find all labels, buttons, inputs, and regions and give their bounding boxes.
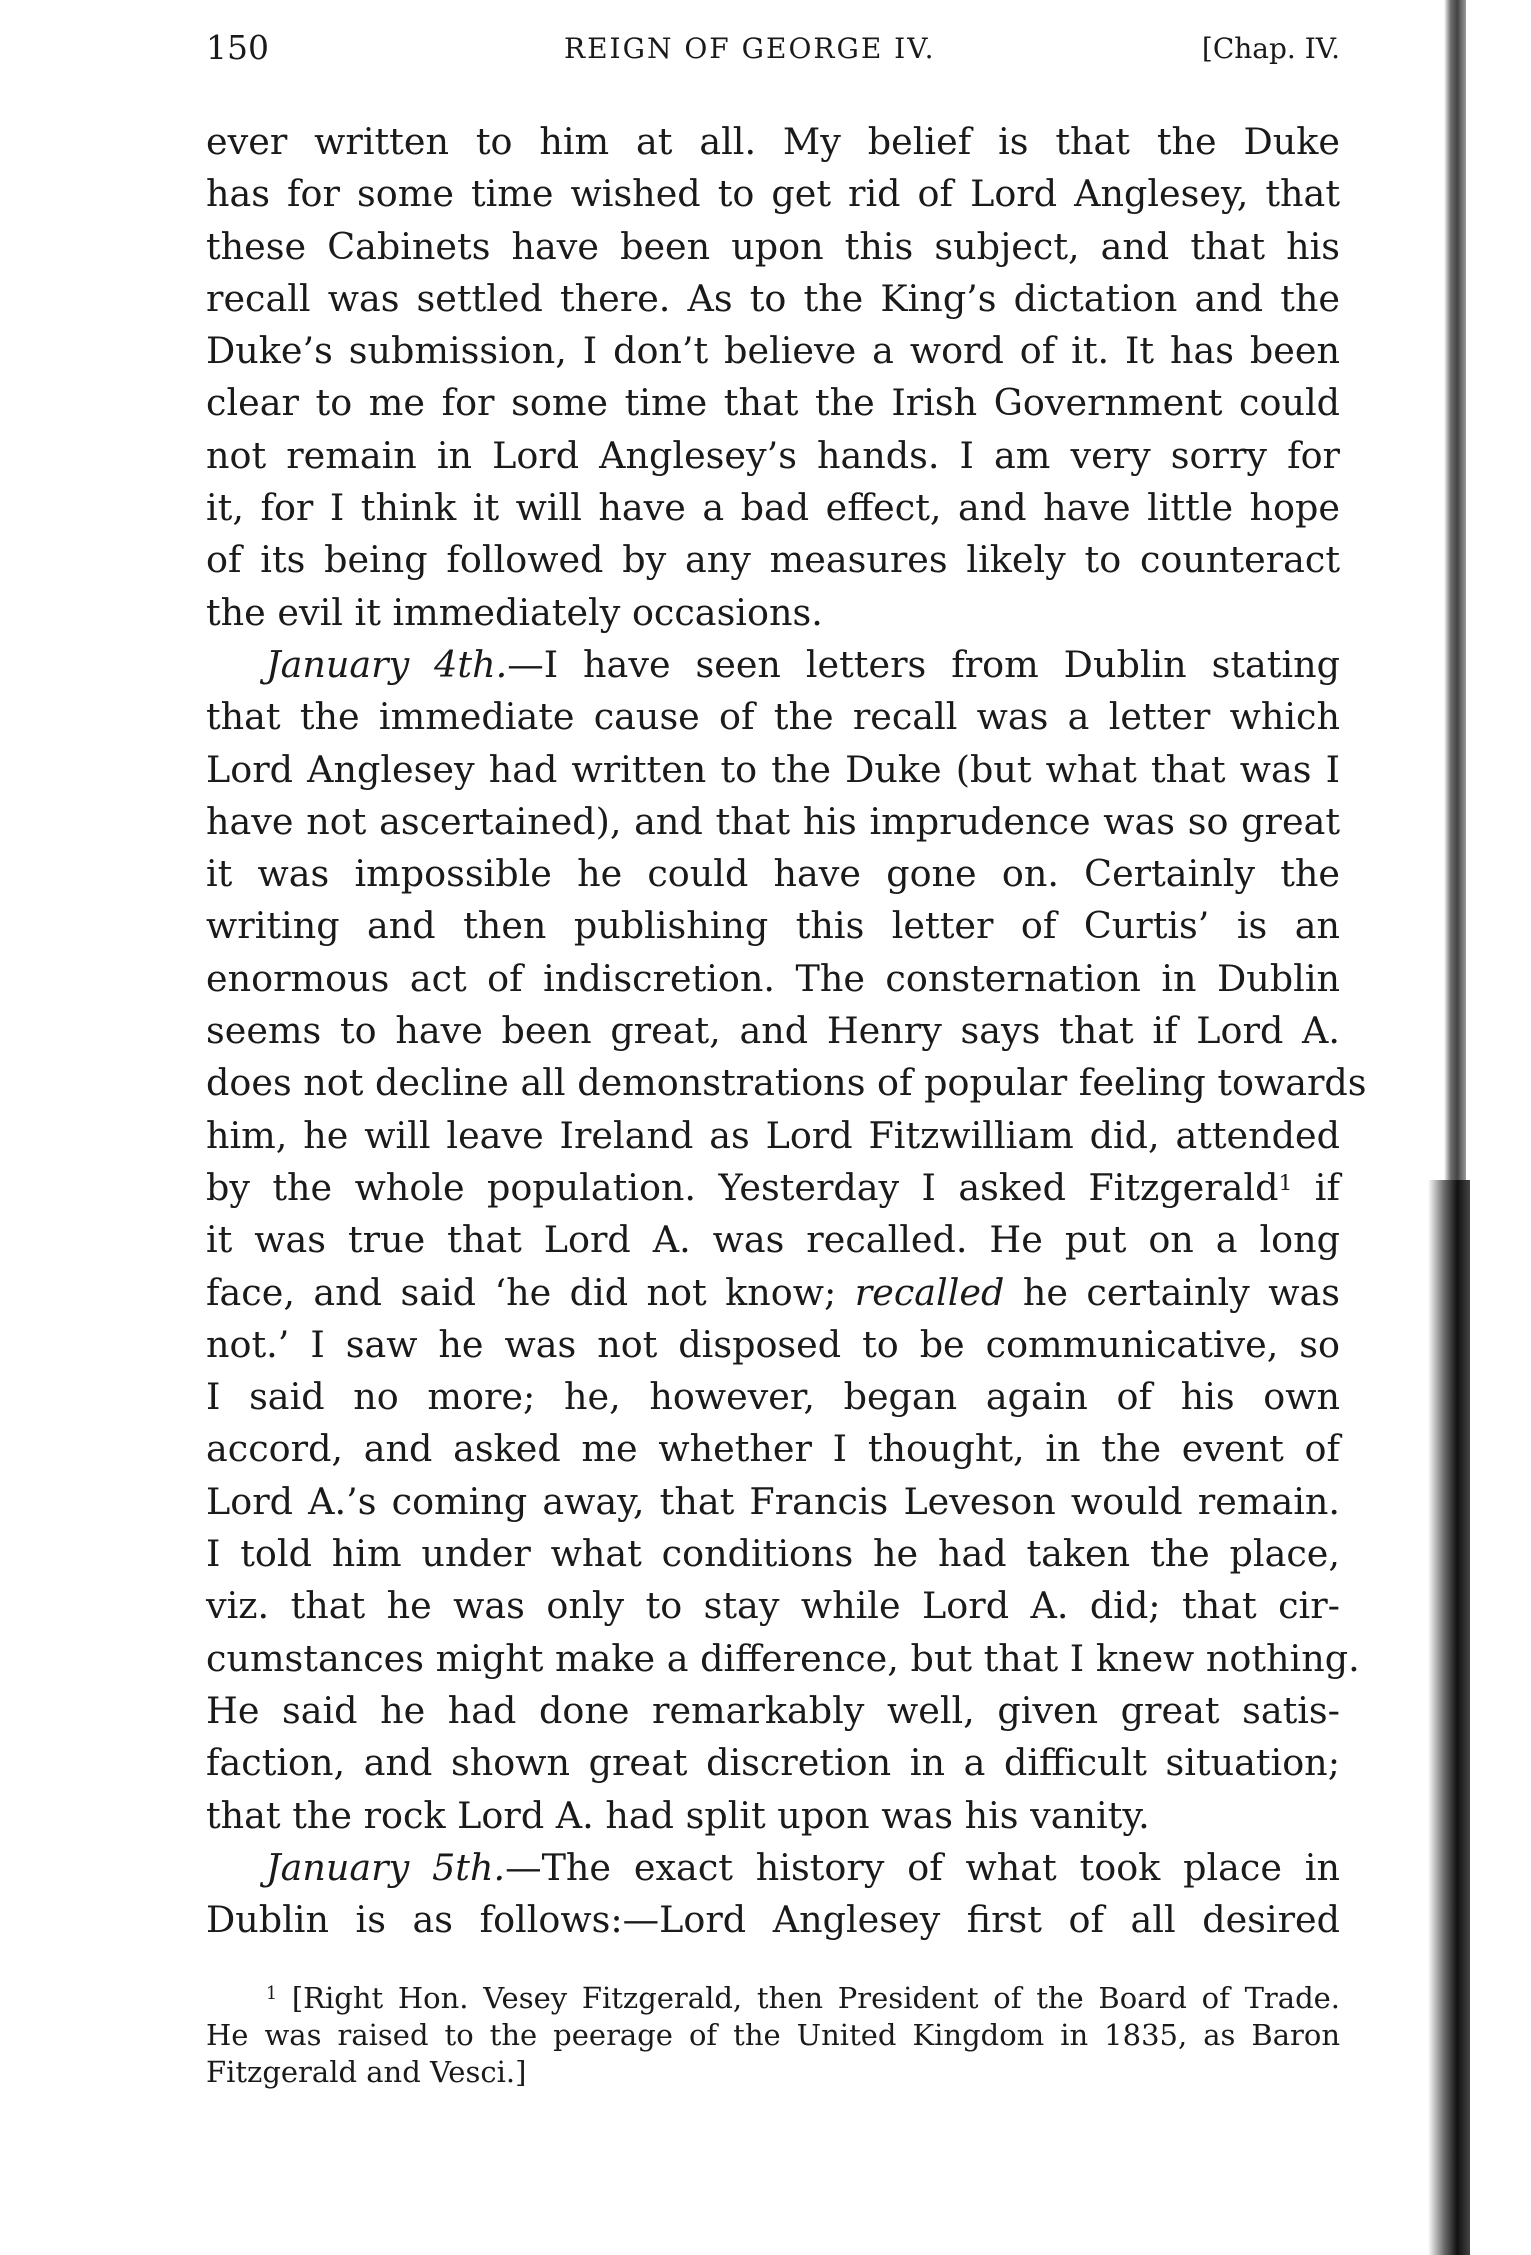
- page-number: 150: [206, 28, 269, 67]
- entry-start-jan5: [206, 1842, 1340, 1894]
- footnote: [206, 1980, 1340, 2091]
- footnote-line: Fitzgerald and Vesci.]: [206, 2055, 527, 2089]
- text-line: Lord Anglesey had written to the Duke (but what that was I: [206, 747, 1340, 791]
- text-line: accord, and asked me whether I thought, in the event of: [206, 1427, 1340, 1471]
- text-line: Lord A.’s coming away, that Francis Leveson would remain.: [206, 1479, 1340, 1523]
- body-text: [206, 116, 1367, 1946]
- entry-start-jan4: [206, 639, 1340, 691]
- text-line: that the rock Lord A. had split upon was his vanity.: [206, 1793, 1150, 1837]
- text-line: faction, and shown great discretion in a difficult situation;: [206, 1741, 1340, 1785]
- text-line: has for some time wished to get rid of Lord Anglesey, that: [206, 172, 1340, 216]
- running-title: REIGN OF GEORGE IV.: [564, 32, 936, 65]
- text-fragment: if: [1292, 1165, 1340, 1209]
- text-line: [206, 1162, 1340, 1214]
- text-line: recall was settled there. As to the King’s dictation and the: [206, 276, 1340, 320]
- footnote-marker: 1: [266, 1984, 278, 2004]
- text-line: [206, 1267, 1340, 1319]
- running-header: [206, 28, 1340, 78]
- entry-text: —I have seen letters from Dublin stating: [507, 642, 1340, 686]
- text-line: writing and then publishing this letter of Curtis’ is an: [206, 904, 1340, 948]
- entry-text: —The exact history of what took place in: [505, 1845, 1340, 1889]
- text-line: enormous act of indiscretion. The consternation in Dublin: [206, 956, 1340, 1000]
- text-line: have not ascertained), and that his imprudence was so great: [206, 799, 1340, 843]
- entry-date: January 4th.: [266, 642, 508, 686]
- text-fragment: face, and said ‘he did not know;: [206, 1270, 855, 1314]
- italic-emphasis: recalled: [854, 1270, 1005, 1314]
- text-line: ever written to him at all. My belief is that the Duke: [206, 120, 1340, 163]
- text-line: Dublin is as follows:—Lord Anglesey first of all desired: [206, 1898, 1340, 1942]
- text-line: these Cabinets have been upon this subject, and that his: [206, 224, 1340, 268]
- text-line: I said no more; he, however, began again of his own: [206, 1375, 1340, 1419]
- text-line: He said he had done remarkably well, given great satis-: [206, 1688, 1340, 1732]
- footnote-line: He was raised to the peerage of the United Kingdom in 1835, as Baron: [206, 2018, 1340, 2052]
- text-line: that the immediate cause of the recall was a letter which: [206, 695, 1340, 739]
- chapter-label: [Chap. IV.: [1201, 32, 1340, 65]
- text-line: not.’ I saw he was not disposed to be communicative, so: [206, 1322, 1340, 1366]
- text-line: does not decline all demonstrations of popular feeling towards: [206, 1061, 1367, 1105]
- text-line: him, he will leave Ireland as Lord Fitzwilliam did, attended: [206, 1113, 1340, 1157]
- page-edge-shadow-lower: [1428, 1180, 1470, 2255]
- entry-date: January 5th.: [266, 1845, 506, 1889]
- text-line: cumstances might make a difference, but that I knew nothing.: [206, 1636, 1360, 1680]
- text-line: Duke’s submission, I don’t believe a word of it. It has been: [206, 329, 1340, 373]
- text-fragment: he certainly was: [1004, 1270, 1341, 1314]
- text-fragment: by the whole population. Yesterday I asked Fitzgerald: [206, 1165, 1279, 1209]
- footnote-line: [206, 1980, 1340, 2017]
- text-line: I told him under what conditions he had taken the place,: [206, 1532, 1340, 1576]
- text-line: it was true that Lord A. was recalled. He put on a long: [206, 1218, 1340, 1262]
- text-line: viz. that he was only to stay while Lord A. did; that cir-: [206, 1584, 1340, 1628]
- text-line: seems to have been great, and Henry says that if Lord A.: [206, 1009, 1340, 1053]
- text-line: clear to me for some time that the Irish Government could: [206, 381, 1340, 425]
- text-line: of its being followed by any measures likely to counteract: [206, 538, 1340, 582]
- text-line: it was impossible he could have gone on. Certainly the: [206, 852, 1340, 896]
- text-line: the evil it immediately occasions.: [206, 590, 823, 634]
- text-line: it, for I think it will have a bad effect, and have little hope: [206, 486, 1340, 530]
- text-line: not remain in Lord Anglesey’s hands. I am very sorry for: [206, 433, 1340, 477]
- text-fragment: [Right Hon. Vesey Fitzgerald, then President of the Board of Trade.: [291, 1981, 1341, 2015]
- footnote-ref[interactable]: 1: [1278, 1170, 1293, 1196]
